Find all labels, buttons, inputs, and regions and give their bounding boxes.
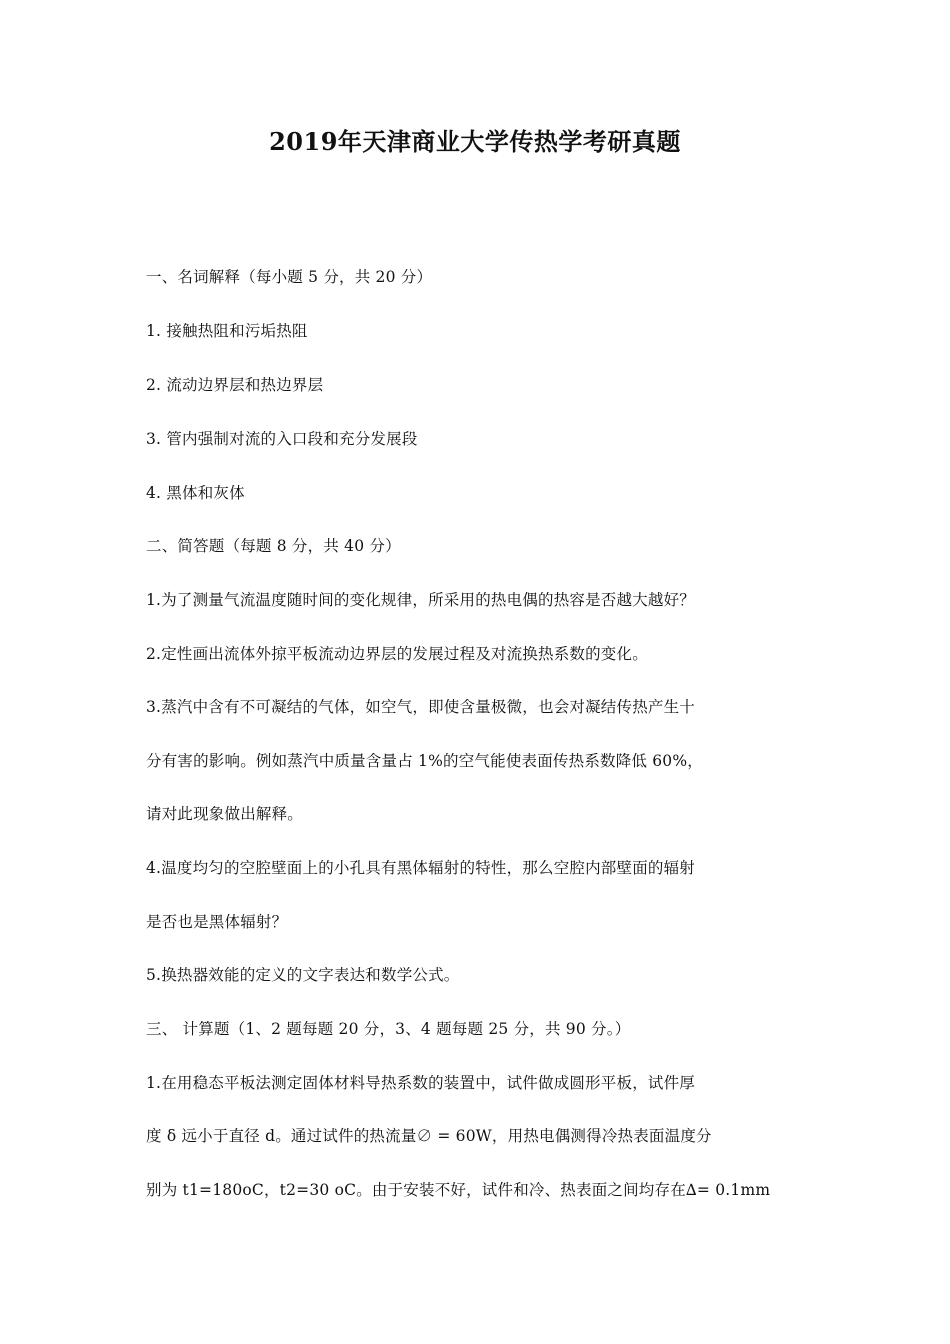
question-line: 2.定性画出流体外掠平板流动边界层的发展过程及对流换热系数的变化。	[146, 645, 648, 663]
question-line: 分有害的影响。例如蒸汽中质量含量占 1%的空气能使表面传热系数降低 60%，	[146, 752, 703, 770]
question-line: 别为 t1=180oC，t2=30 oC。由于安装不好，试件和冷、热表面之间均存在∆= 0.1mm	[146, 1181, 771, 1199]
section-2-heading: 二、简答题（每题 8 分，共 40 分）	[146, 537, 401, 555]
question-line: 4. 黑体和灰体	[146, 484, 245, 502]
question-line: 4.温度均匀的空腔壁面上的小孔具有黑体辐射的特性，那么空腔内部壁面的辐射	[146, 859, 695, 877]
question-line: 度 δ 远小于直径 d。通过试件的热流量∅ = 60W，用热电偶测得冷热表面温度分	[146, 1127, 712, 1145]
question-line: 5.换热器效能的定义的文字表达和数学公式。	[146, 966, 460, 984]
page-title: 2019年天津商业大学传热学考研真题	[269, 127, 681, 156]
question-line: 3. 管内强制对流的入口段和充分发展段	[146, 430, 418, 448]
section-1-heading: 一、名词解释（每小题 5 分，共 20 分）	[146, 268, 433, 286]
question-line: 请对此现象做出解释。	[146, 805, 304, 823]
question-line: 1. 接触热阻和污垢热阻	[146, 322, 308, 340]
question-line: 1.在用稳态平板法测定固体材料导热系数的装置中，试件做成圆形平板，试件厚	[146, 1074, 695, 1092]
section-3-heading: 三、 计算题（1、2 题每题 20 分，3、4 题每题 25 分，共 90 分。）	[146, 1020, 631, 1038]
question-line: 是否也是黑体辐射？	[146, 913, 288, 931]
question-line: 1.为了测量气流温度随时间的变化规律，所采用的热电偶的热容是否越大越好？	[146, 591, 695, 609]
question-line: 2. 流动边界层和热边界层	[146, 376, 324, 394]
question-line: 3.蒸汽中含有不可凝结的气体，如空气，即使含量极微，也会对凝结传热产生十	[146, 698, 695, 716]
